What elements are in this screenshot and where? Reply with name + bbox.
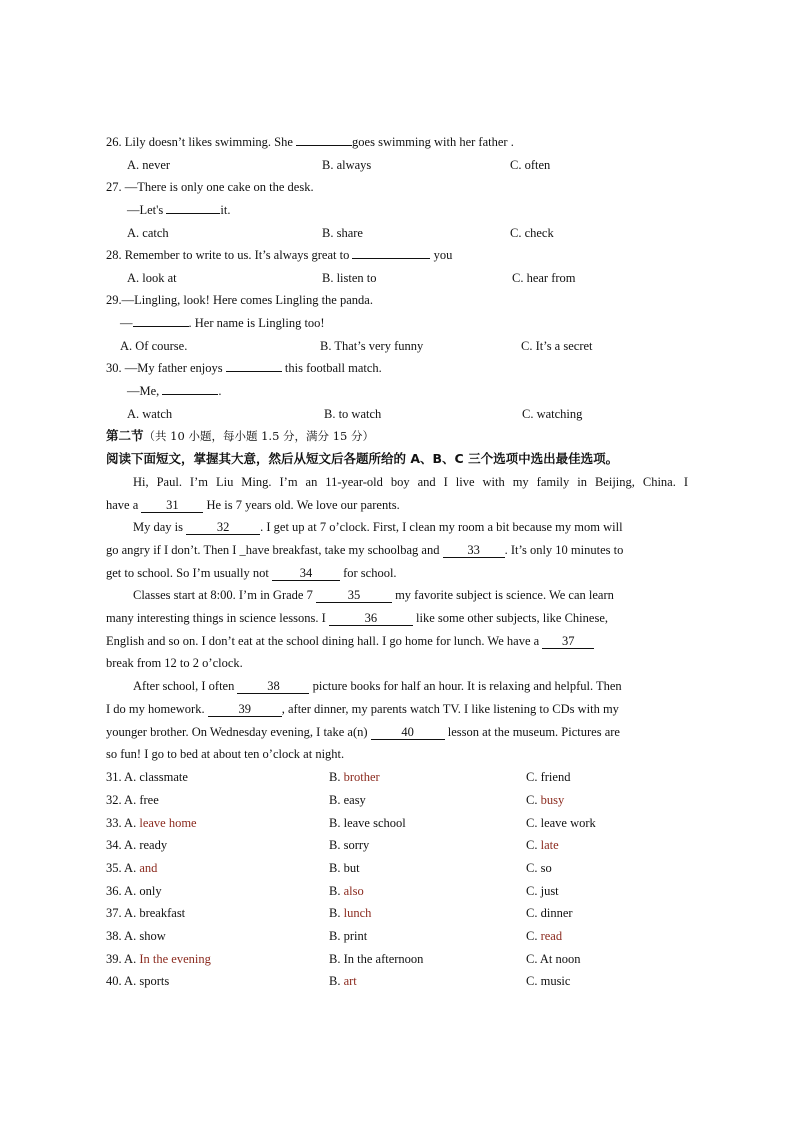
answer-row-34: 34. A. ready [106,838,168,852]
option-a: A. never [127,158,171,172]
answer-blank [226,371,282,372]
option-a: A. Of course. [120,339,188,353]
blank-39: 39 [208,703,282,717]
answer-blank [162,394,218,395]
option-c: C. watching [522,407,583,421]
answer-row-39-c: C. At noon [526,952,581,966]
option-a: A. catch [127,226,169,240]
option-c: C. hear from [512,271,576,285]
answer-row-35-c: C. so [526,861,552,875]
passage-line: go angry if I don’t. Then I _have breakfast, take my schoolbag and 33 . It’s only 10 minutes to [106,543,624,557]
answer-row-37: 37. A. breakfast [106,906,186,920]
answer-row-38: 38. A. show [106,929,166,943]
answer-row-31-b: B. brother [329,770,380,784]
section-instruction: 阅读下面短文，掌握其大意，然后从短文后各题所给的 A、B、C 三个选项中选出最佳选项。 [106,451,619,466]
answer-row-40-b: B. art [329,974,357,988]
answer-row-40-c: C. music [526,974,571,988]
passage-line: I do my homework. 39 , after dinner, my parents watch TV. I like listening to CDs with my [106,702,619,716]
answer-row-31-c: C. friend [526,770,571,784]
answer-row-36: 36. A. only [106,884,162,898]
option-b: B. That’s very funny [320,339,424,353]
answer-row-40: 40. A. sports [106,974,170,988]
question-26-stem: 26. Lily doesn’t likes swimming. She goes swimming with her father . [106,135,514,149]
question-27-reply: —Let's it. [127,203,231,217]
answer-blank [352,258,430,259]
answer-row-35-b: B. but [329,861,360,875]
option-b: B. share [322,226,363,240]
option-c: C. It’s a secret [521,339,593,353]
passage-line: younger brother. On Wednesday evening, I take a(n) 40 lesson at the museum. Pictures are [106,725,620,739]
passage-line: Hi, Paul. I’m Liu Ming. I’m an 11-year-old boy and I live with my family in Beijing, China. I [133,475,688,489]
blank-33: 33 [443,544,505,558]
blank-40: 40 [371,726,445,740]
option-c: C. check [510,226,554,240]
blank-32: 32 [186,521,260,535]
passage-line: After school, I often 38 picture books for half an hour. It is relaxing and helpful. Then [133,679,622,693]
answer-row-32: 32. A. free [106,793,159,807]
passage-line: so fun! I go to bed at about ten o’clock at night. [106,747,345,761]
answer-row-36-b: B. also [329,884,364,898]
passage-line: get to school. So I’m usually not 34 for school. [106,566,397,580]
answer-row-33: 33. A. leave home [106,816,197,830]
answer-row-37-c: C. dinner [526,906,573,920]
answer-row-36-c: C. just [526,884,559,898]
blank-37: 37 [542,635,594,649]
passage-line: break from 12 to 2 o’clock. [106,656,243,670]
passage-line: English and so on. I don’t eat at the school dining hall. I go home for lunch. We have a 37 [106,633,594,649]
blank-36: 36 [329,612,413,626]
answer-row-38-c: C. read [526,929,563,943]
blank-34: 34 [272,567,340,581]
option-a: A. watch [127,407,173,421]
answer-row-32-c: C. busy [526,793,565,807]
answer-blank [296,145,352,146]
question-30-reply: —Me, . [127,384,222,398]
question-30-stem: 30. —My father enjoys this football match. [106,361,382,375]
blank-38: 38 [237,680,309,694]
option-b: B. to watch [324,407,382,421]
question-28-stem: 28. Remember to write to us. It’s always great to you [106,248,453,262]
section-heading: 第二节（共 10 小题，每小题 1.5 分，满分 15 分） [106,428,375,443]
answer-row-38-b: B. print [329,929,368,943]
answer-row-39-b: B. In the afternoon [329,952,424,966]
question-29-stem: 29.—Lingling, look! Here comes Lingling the panda. [106,293,373,307]
option-c: C. often [510,158,551,172]
passage-line: My day is 32 . I get up at 7 o’clock. First, I clean my room a bit because my mom will [133,520,623,534]
answer-row-33-c: C. leave work [526,816,596,830]
option-b: B. always [322,158,372,172]
answer-row-35: 35. A. and [106,861,158,875]
answer-row-34-b: B. sorry [329,838,370,852]
answer-row-34-c: C. late [526,838,559,852]
answer-row-39: 39. A. In the evening [106,952,211,966]
answer-row-37-b: B. lunch [329,906,372,920]
option-a: A. look at [127,271,177,285]
answer-row-31: 31. A. classmate [106,770,188,784]
answer-row-32-b: B. easy [329,793,366,807]
option-b: B. listen to [322,271,377,285]
question-27-stem: 27. —There is only one cake on the desk. [106,180,314,194]
passage-line: have a 31 He is 7 years old. We love our parents. [106,498,400,512]
answer-row-33-b: B. leave school [329,816,406,830]
answer-blank [133,326,189,327]
question-29-reply: — . Her name is Lingling too! [120,316,325,330]
answer-blank [166,213,220,214]
passage-line: many interesting things in science lessons. I 36 like some other subjects, like Chinese, [106,611,608,625]
blank-35: 35 [316,589,392,603]
blank-31: 31 [141,499,203,513]
passage-line: Classes start at 8:00. I’m in Grade 7 35 my favorite subject is science. We can learn [133,588,614,602]
